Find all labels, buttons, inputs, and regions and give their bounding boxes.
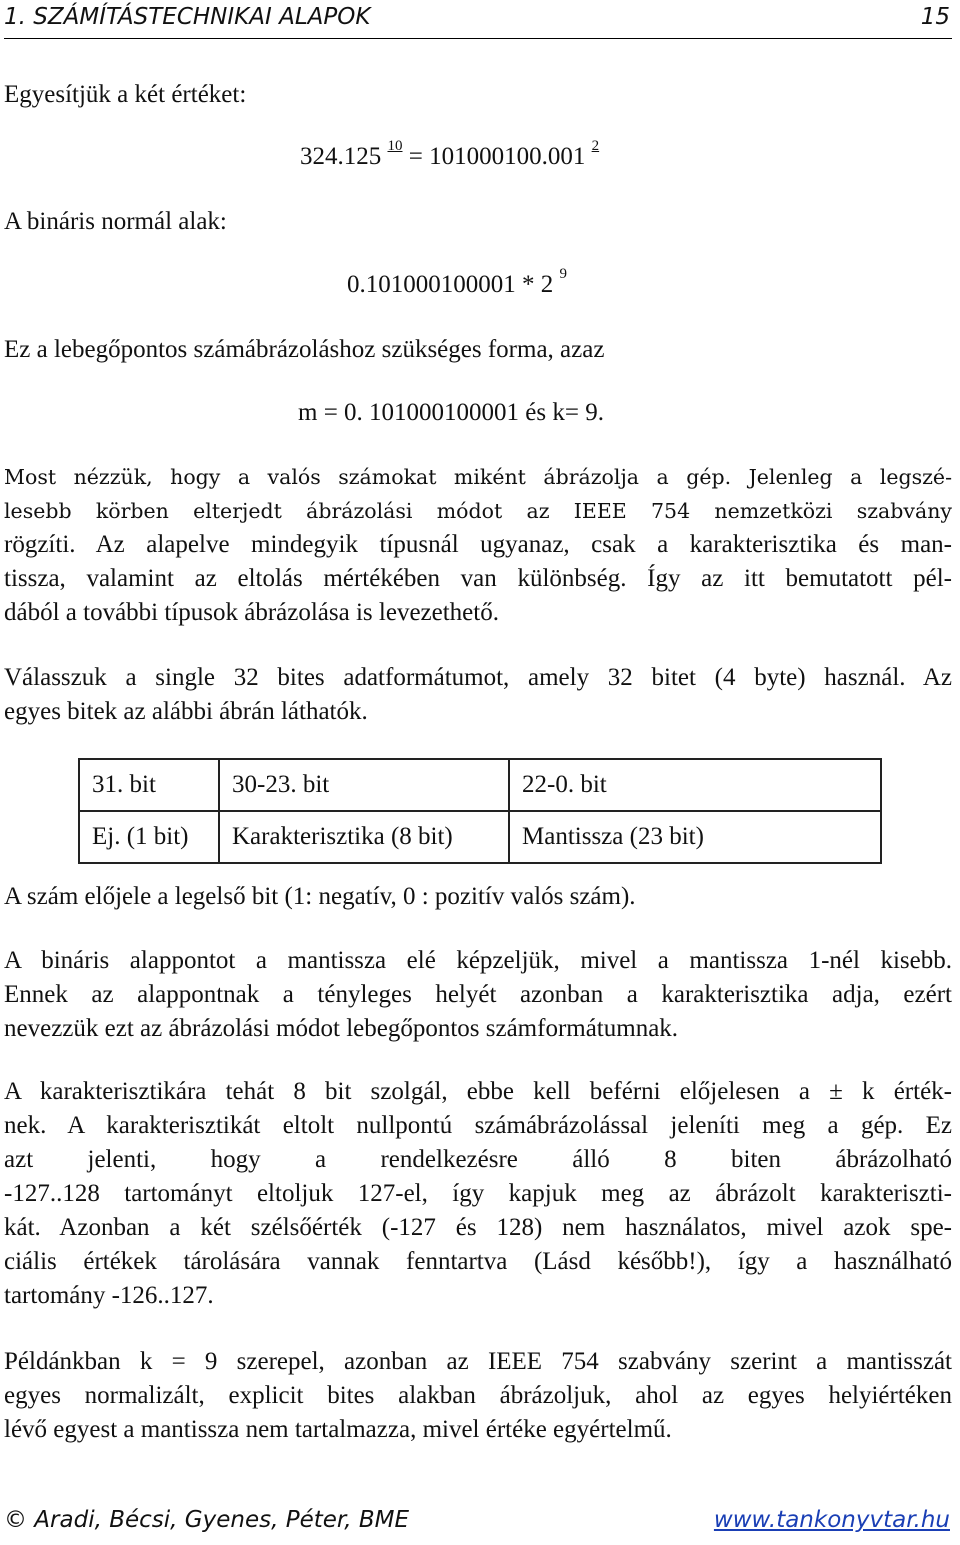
p1-line: tissza, valamint az eltolás mértékében van különbség. Így az itt bemutatott pél- [4, 565, 952, 592]
p1-line: dából a további típusok ábrázolása is levezethető. [4, 599, 499, 626]
p4-line: azt jelenti, hogy a rendelkezésre álló 8 biten ábrázolható [4, 1146, 952, 1173]
eq1-right-base: 2 [591, 138, 600, 154]
p4-line: A karakterisztikára tehát 8 bit szolgál, ebbe kell beférni előjelesen a ± k érték- [4, 1078, 952, 1105]
p4-line: ciális értékek tárolására vannak fenntartva (Lásd később!), így a használható [4, 1248, 952, 1275]
normal-form-label: A bináris normál alak: [4, 208, 227, 235]
p5-line: egyes normalizált, explicit bites alakban ábrázoljuk, ahol az egyes helyiértéken [4, 1382, 952, 1409]
table-cell: Ej. (1 bit) [79, 811, 219, 863]
page-number: 15 [920, 4, 950, 30]
paragraph-single-format [4, 661, 952, 729]
p2-line: Válasszuk a single 32 bites adatformátumot, amely 32 bitet (4 byte) használ. Az [4, 664, 952, 691]
equation-decimal-binary [300, 140, 599, 177]
footer-link[interactable]: www.tankonyvtar.hu [713, 1507, 950, 1533]
paragraph-ieee-intro [4, 460, 952, 630]
eq1-right: = 101000100.001 [408, 143, 586, 170]
p2-line: egyes bitek az alábbi ábrán láthatók. [4, 698, 368, 725]
p4-line: kát. Azonban a két szélsőérték (-127 és 128) nem használatos, mivel azok spe- [4, 1214, 952, 1241]
float-form-line: Ez a lebegőpontos számábrázoláshoz szükséges forma, azaz [4, 336, 605, 363]
eq1-left: 324.125 [300, 143, 382, 170]
p4-line: nek. A karakterisztikát eltolt nullpontú számábrázolással jeleníti meg a gép. Ez [4, 1112, 952, 1139]
p4-line: tartomány -126..127. [4, 1282, 214, 1309]
paragraph-characteristic [4, 1075, 952, 1313]
page-header [4, 0, 952, 39]
p3-line: nevezzük ezt az ábrázolási módot lebegőpontos számformátumnak. [4, 1015, 679, 1042]
eq2-main: 0.101000100001 * 2 [347, 271, 554, 298]
table-cell: 31. bit [79, 759, 219, 811]
footer-copyright: © Aradi, Bécsi, Gyenes, Péter, BME [4, 1507, 410, 1533]
table-cell: Karakterisztika (8 bit) [219, 811, 509, 863]
p5-line: lévő egyest a mantissza nem tartalmazza, mivel értéke egyértelmű. [4, 1416, 672, 1443]
bit-layout-table [78, 758, 882, 864]
paragraph-example-k [4, 1345, 952, 1447]
paragraph-binary-point [4, 944, 952, 1046]
chapter-title: 1. SZÁMÍTÁSTECHNIKAI ALAPOK [4, 4, 371, 30]
p3-line: A bináris alappontot a mantissza elé képzeljük, mivel a mantissza 1-nél kisebb. [4, 947, 952, 974]
table-row [79, 759, 881, 811]
table-row [79, 811, 881, 863]
table-cell: 22-0. bit [509, 759, 881, 811]
equation-normal-form [347, 268, 567, 305]
sign-bit-line: A szám előjele a legelső bit (1: negatív, 0 : pozitív valós szám). [4, 883, 636, 910]
eq2-exponent: 9 [559, 266, 567, 282]
equation-m-k: m = 0. 101000100001 és k= 9. [298, 399, 604, 426]
p4-line: -127..128 tartományt eltoljuk 127-el, így kapjuk meg az ábrázolt karakteriszti- [4, 1180, 952, 1207]
p3-line: Ennek az alappontnak a tényleges helyét azonban a karakterisztika adja, ezért [4, 981, 952, 1008]
table-cell: Mantissza (23 bit) [509, 811, 881, 863]
p1-line: rögzíti. Az alapelve mindegyik típusnál ugyanaz, csak a karakterisztika és man- [4, 531, 952, 558]
p1-line: lesebb körben elterjedt ábrázolási módot az IEEE 754 nemzetközi szabvány [4, 499, 952, 523]
eq1-left-base: 10 [387, 138, 403, 154]
union-label: Egyesítjük a két értéket: [4, 81, 247, 108]
p5-line: Példánkban k = 9 szerepel, azonban az IEEE 754 szabvány szerint a mantisszát [4, 1348, 952, 1375]
p1-line: Most nézzük, hogy a valós számokat miként ábrázolja a gép. Jelenleg a legszé- [4, 465, 952, 489]
table-cell: 30-23. bit [219, 759, 509, 811]
